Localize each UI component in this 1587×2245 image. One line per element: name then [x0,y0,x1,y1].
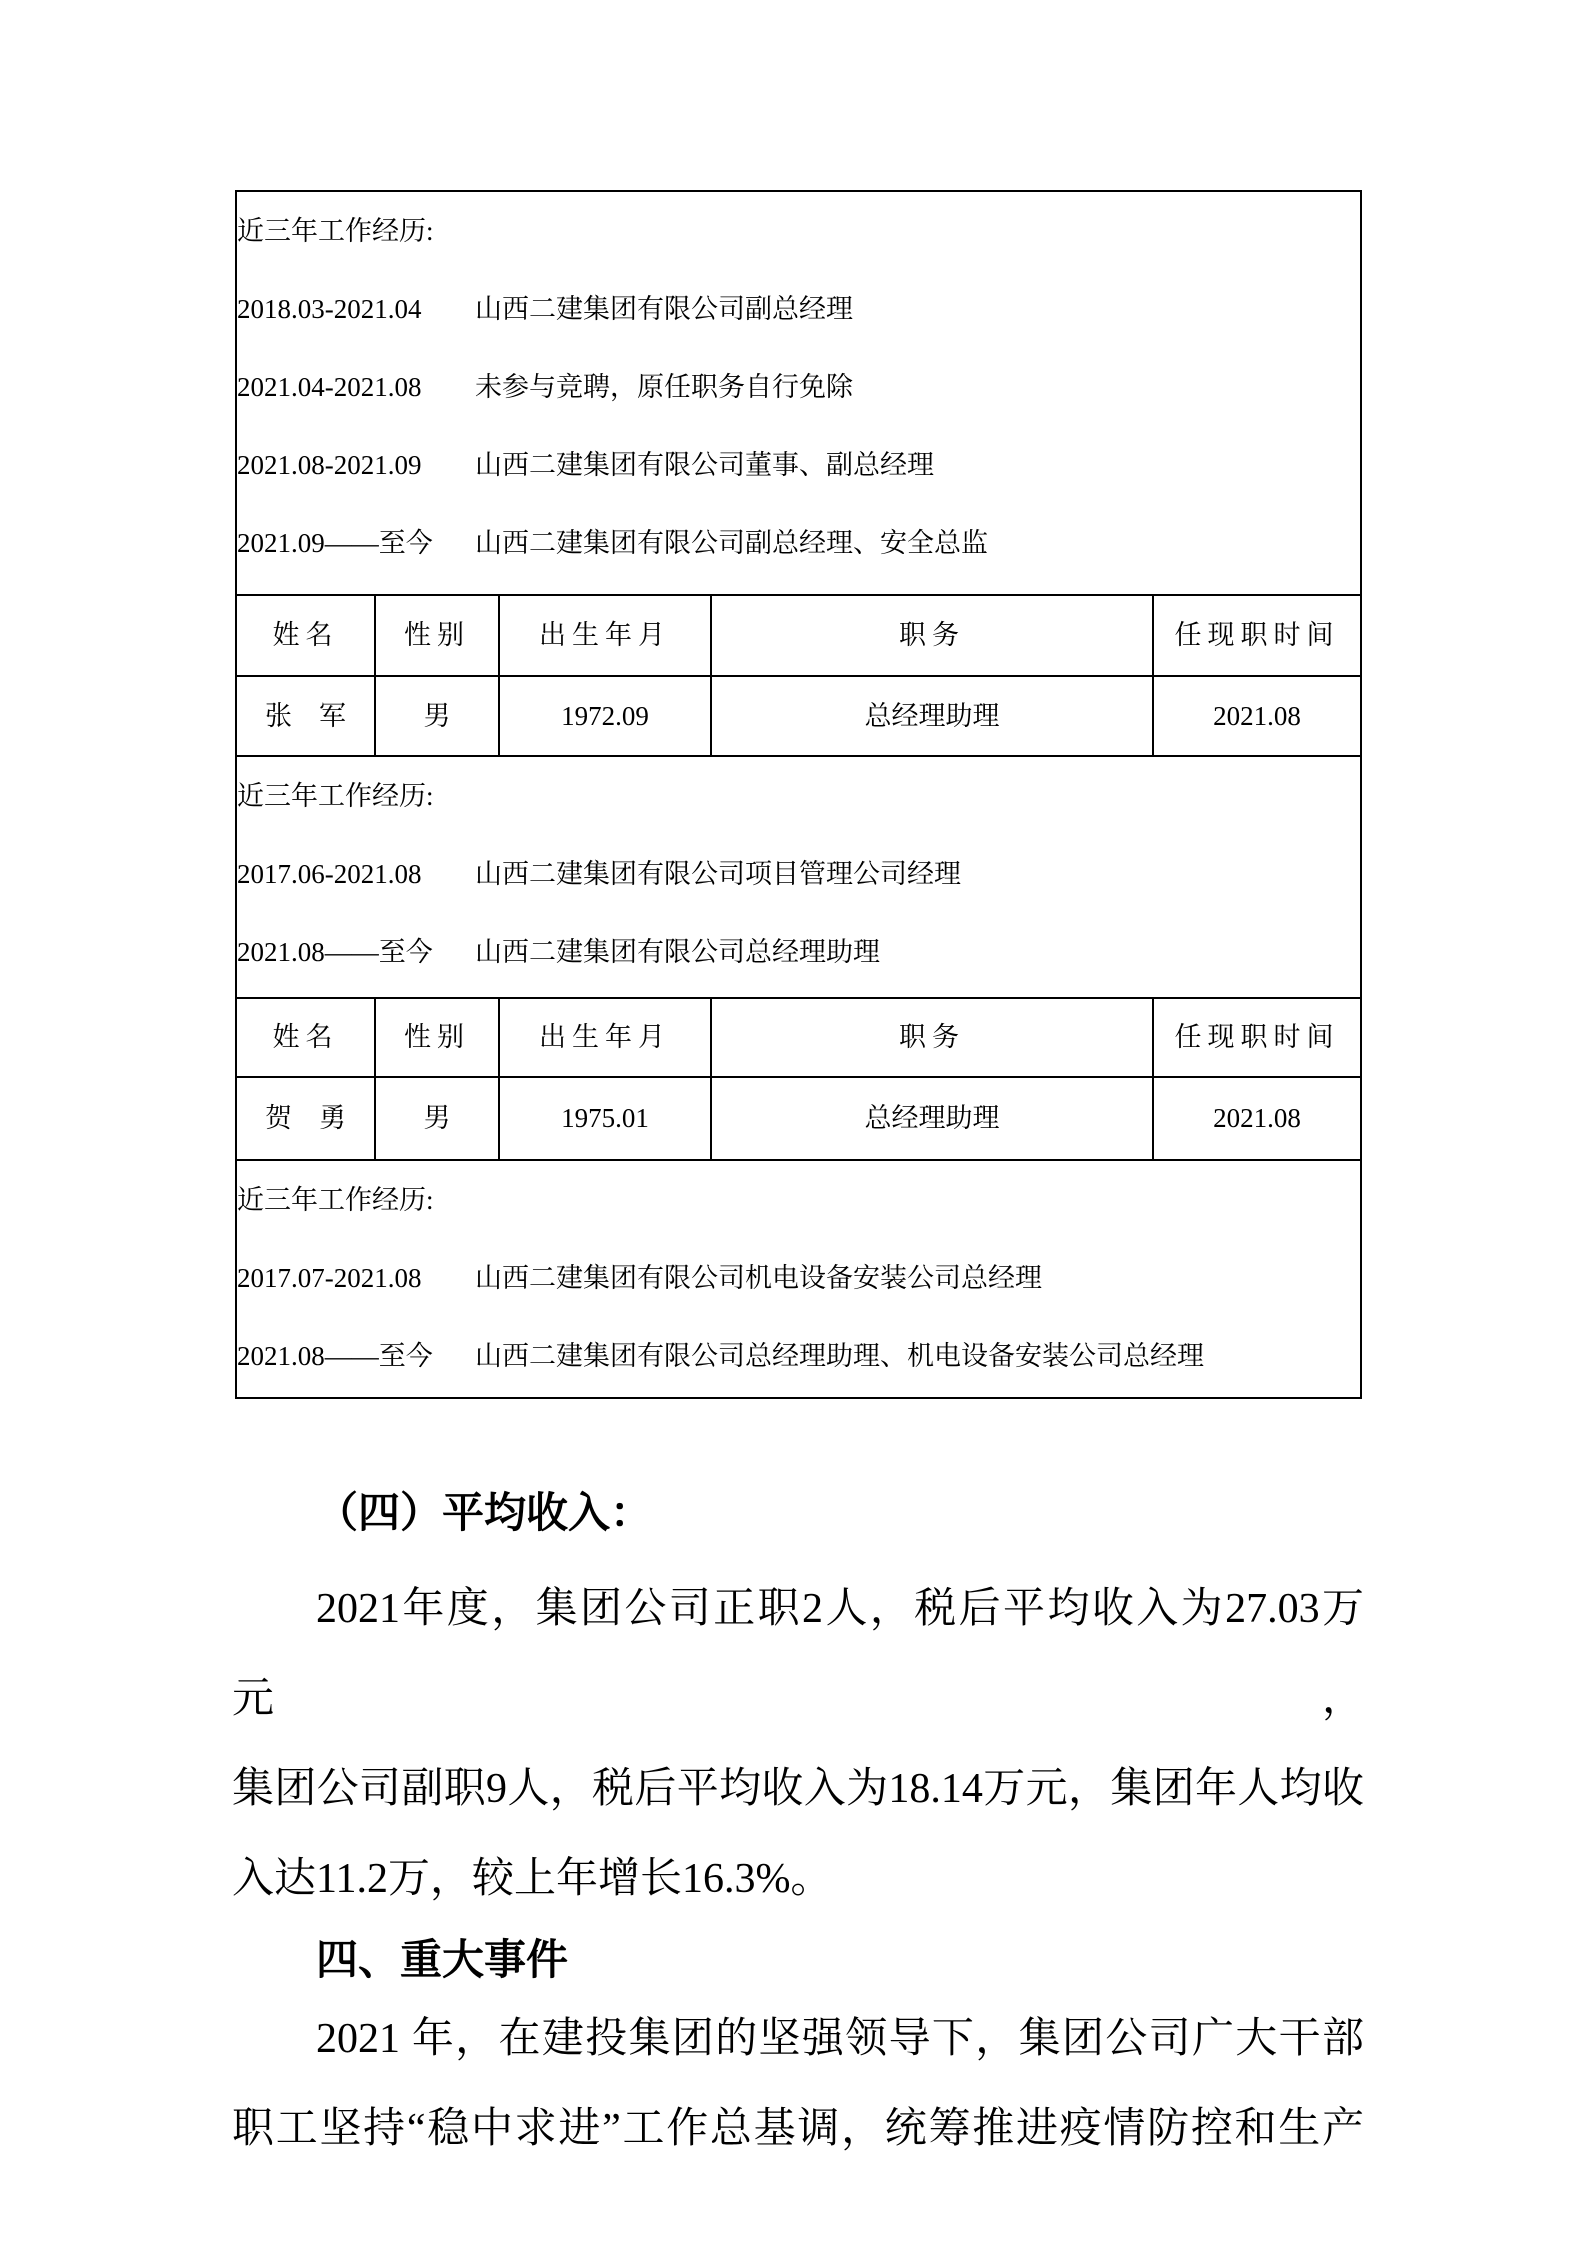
cell-name: 贺 勇 [236,1077,375,1160]
table-header-row [236,998,1361,1077]
entry-role: 山西二建集团有限公司董事、副总经理 [475,450,934,480]
entry-role: 山西二建集团有限公司总经理助理、机电设备安装公司总经理 [475,1341,1204,1371]
header-cell-position: 职务 [711,998,1153,1077]
cell-birth: 1972.09 [499,676,711,756]
experience-title: 近三年工作经历: [237,216,434,246]
paragraph-line: 2021年度，集团公司正职2人，税后平均收入为27.03万元， [232,1586,1364,1722]
paragraph-line: 职工坚持“稳中求进”工作总基调，统筹推进疫情防控和生产 [232,2106,1364,2152]
paragraph-events [232,1994,1364,2174]
entry-period: 2021.08——至今 [237,1341,433,1371]
personnel-table [235,190,1362,1399]
experience-entry [237,348,1360,426]
entry-period: 2021.09——至今 [237,528,433,558]
table-header-row [236,595,1361,676]
header-cell-gender: 性别 [375,998,499,1077]
header-cell-name: 姓名 [236,595,375,676]
experience-entry [237,270,1360,348]
heading-average-income: （四）平均收入： [316,1491,653,1537]
experience-entry [237,1317,1360,1395]
entry-role: 山西二建集团有限公司副总经理 [475,294,853,324]
entry-role: 未参与竞聘，原任职务自行免除 [475,372,853,402]
paragraph-income [232,1564,1364,1924]
header-cell-birth: 出生年月 [499,998,711,1077]
cell-name: 张 军 [236,676,375,756]
cell-since: 2021.08 [1153,676,1361,756]
entry-period: 2018.03-2021.04 [237,294,422,324]
paragraph-line: 2021 年，在建投集团的坚强领导下，集团公司广大干部 [316,2016,1364,2062]
header-cell-since: 任现职时间 [1153,595,1361,676]
entry-role: 山西二建集团有限公司副总经理、安全总监 [475,528,988,558]
cell-gender: 男 [375,1077,499,1160]
heading-major-events: 四、重大事件 [316,1936,569,1983]
table-row-person-1 [236,676,1361,756]
table-row-person-2 [236,1077,1361,1160]
header-cell-gender: 性别 [375,595,499,676]
experience-section-2 [236,756,1361,998]
entry-period: 2021.04-2021.08 [237,372,422,402]
experience-cell [236,1160,1361,1398]
cell-birth: 1975.01 [499,1077,711,1160]
entry-role: 山西二建集团有限公司总经理助理 [475,937,880,967]
cell-position: 总经理助理 [711,1077,1153,1160]
entry-role: 山西二建集团有限公司项目管理公司经理 [475,859,961,889]
entry-role: 山西二建集团有限公司机电设备安装公司总经理 [475,1263,1042,1293]
entry-period: 2017.07-2021.08 [237,1263,422,1293]
paragraph-line: 集团公司副职9人，税后平均收入为18.14万元，集团年人均收 [232,1766,1364,1812]
cell-gender: 男 [375,676,499,756]
entry-period: 2017.06-2021.08 [237,859,422,889]
experience-entry [237,1239,1360,1317]
cell-position: 总经理助理 [711,676,1153,756]
document-body [232,1482,1364,2174]
entry-period: 2021.08——至今 [237,937,433,967]
experience-section-3 [236,1160,1361,1398]
experience-section-1 [236,191,1361,595]
experience-title: 近三年工作经历: [237,781,434,811]
experience-entry [237,835,1360,913]
header-cell-position: 职务 [711,595,1153,676]
paragraph-line: 入达11.2万，较上年增长16.3%。 [232,1856,833,1902]
entry-period: 2021.08-2021.09 [237,450,422,480]
experience-title: 近三年工作经历: [237,1185,434,1215]
header-cell-since: 任现职时间 [1153,998,1361,1077]
experience-entry [237,426,1360,504]
cell-since: 2021.08 [1153,1077,1361,1160]
experience-cell [236,756,1361,998]
experience-cell [236,191,1361,595]
experience-entry [237,504,1360,582]
header-cell-birth: 出生年月 [499,595,711,676]
experience-entry [237,913,1360,991]
header-cell-name: 姓名 [236,998,375,1077]
